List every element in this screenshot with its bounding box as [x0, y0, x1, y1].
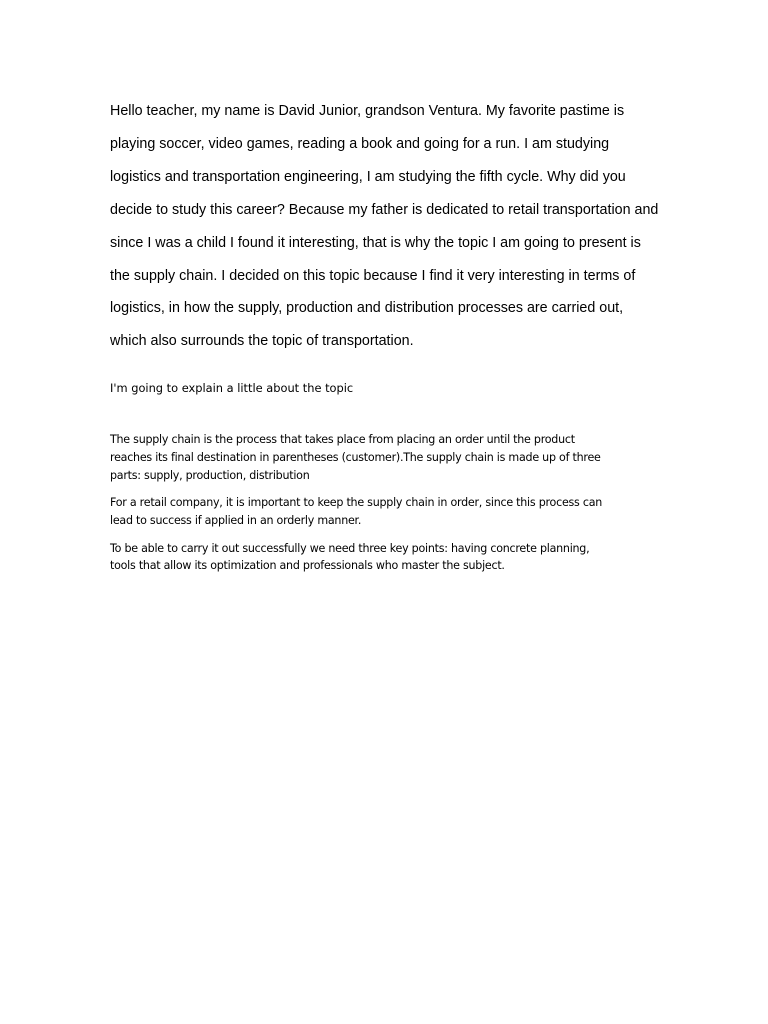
topic-lead-sentence: I'm going to explain a little about the topic — [110, 381, 354, 396]
supply-chain-definition-paragraph — [110, 431, 660, 484]
intro-line: playing soccer, video games, reading a book and going for a run. I am studying — [110, 135, 610, 152]
paragraph-line: parts: supply, production, distribution — [110, 468, 310, 482]
intro-line: since I was a child I found it interesting, that is why the topic I am going to present is — [110, 234, 641, 251]
paragraph-line: tools that allow its optimization and professionals who master the subject. — [110, 559, 505, 573]
paragraph-line: To be able to carry it out successfully we need three key points: having concrete planning, — [110, 541, 590, 555]
intro-line: logistics, in how the supply, production and distribution processes are carried out, — [110, 300, 624, 317]
key-points-paragraph — [110, 540, 660, 575]
paragraph-line: reaches its final destination in parentheses (customer).The supply chain is made up of three — [110, 450, 601, 464]
intro-line: the supply chain. I decided on this topic because I find it very interesting in terms of — [110, 267, 636, 284]
retail-company-paragraph — [110, 494, 660, 529]
intro-line: logistics and transportation engineering, I am studying the fifth cycle. Why did you — [110, 168, 626, 185]
paragraph-line: The supply chain is the process that takes place from placing an order until the product — [110, 433, 575, 447]
document-body — [110, 95, 660, 575]
paragraph-line: For a retail company, it is important to keep the supply chain in order, since this process can — [110, 496, 603, 510]
intro-line: decide to study this career? Because my father is dedicated to retail transportation and — [110, 201, 659, 218]
intro-paragraph — [110, 95, 660, 358]
paragraph-line: lead to success if applied in an orderly manner. — [110, 514, 362, 528]
intro-line: which also surrounds the topic of transportation. — [110, 333, 414, 350]
intro-line: Hello teacher, my name is David Junior, grandson Ventura. My favorite pastime is — [110, 103, 625, 119]
